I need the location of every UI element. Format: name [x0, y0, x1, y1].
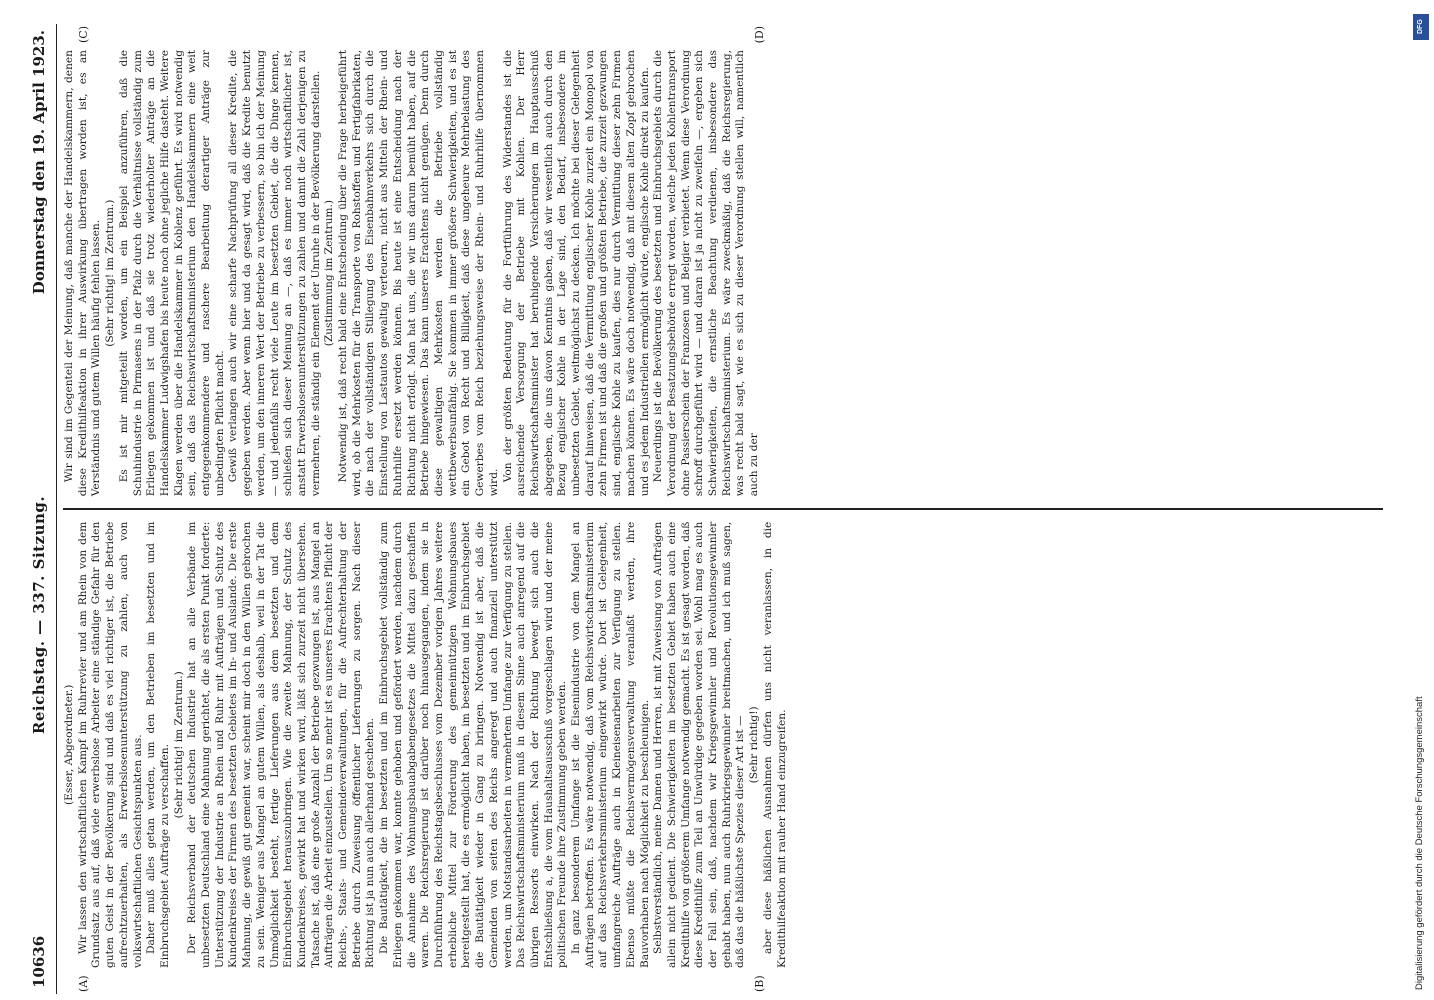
paragraph: Gewiß verlangen auch wir eine scharfe Nachprüfung all dieser Kredite, die gegeben werden. Aber wenn hier und da gesagt wird, daß die Kredite benutzt werden, um den inneren Wert der Betriebe zu verbessern, so bin ich der Meinung — und jedenfalls recht viele Leute im besetzten Gebiet, die die Dinge kennen, schließen sich dieser Meinung an —, daß es immer noch wirtschaftlicher ist, anstatt Erwerbslosenunterstützungen zu zahlen und damit die Zahl derjenigen zu vermehren, die ständig ein Element der Unruhe in der Bevölkerung darstellen. [227, 50, 322, 497]
paragraph: Notwendig ist, daß recht bald eine Entscheidung über die Frage herbeigeführt wird, ob die Mehrkosten für die Transporte von Rohstoffen und Fertigfabrikaten, die nach der vollständigen Stillegung des Eisenbahnverkehrs sich durch die Einstellung von Lastautos gewaltig verteuern, nicht aus Mitteln der Rhein- und Ruhrhilfe ersetzt werden können. Bis heute ist eine Entscheidung nach der Richtung nicht erfolgt. Man hat uns, die wir uns darum bemüht haben, auf die Betriebe hingewiesen. Das kann unseres Erachtens nicht genügen. Denn durch diese gewaltigen Mehrkosten werden die Betriebe vollständig wettbewerbsunfähig. Sie kommen in immer größere Schwierigkeiten, und es ist ein Gebot von Recht und Billigkeit, daß diese ungeheure Mehrbelastung des Gewerbes vom Reich beziehungsweise der Rhein- und Ruhrhilfe übernommen wird. [337, 50, 500, 497]
paragraph: Die Bautätigkeit, die im besetzten und im Einbruchsgebiet vollständig zum Erliegen gekommen war, konnte gehoben und gefördert werden, nachdem durch die Annahme des Wohnungsbauabgabengesetzes die Mittel dazu geschaffen waren. Die Reichsregierung ist darüber noch hinausgegangen, indem sie in Durchführung des Reichstagsbeschlusses vom Dezember vorigen Jahres weitere erhebliche Mittel zur Förderung des gemeinnützigen Wohnungsbaues bereitgestellt hat, die es ermöglicht haben, im besetzten und im Einbruchsgebiet die Bautätigkeit wieder in Gang zu bringen. Notwendig ist aber, daß die Gemeinden von seiten des Reichs angeregt und auch finanziell unterstützt werden, um Notstandsarbeiten in vermehrtem Umfange zur Verfügung zu stellen. Das Reichswirtschaftsministerium muß in diesem Sinne auch anregend auf die übrigen Ressorts einwirken. Nach der Richtung bewegt sich auch die Entschließung a, die vom Haushaltsausschuß vorgeschlagen wird und der meine politischen Freunde ihre Zustimmung geben werden. [378, 521, 569, 968]
paragraph: Selbstverständlich, meine Damen und Herren, ist mit Zuweisung von Aufträgen allein nicht gedient. Die Schwierigkeiten im besetzten Gebiet haben auch eine Kredithilfe von größerem Umfange notwendig gemacht. Es ist gesagt worden, daß diese Kredithilfe zum Teil an Unwürdige gegeben worden sei. Wohl mag es auch der Fall sein, daß, nachdem wir Kriegsgewinnler und Revolutionsgewinnler gehabt haben, nun auch Ruhrkriegsgewinnler breitmachen, und ich muß sagen, daß das die häßlichste Spezies dieser Art ist — [652, 521, 747, 968]
digitization-note [1412, 10, 1430, 990]
paragraph: (Esser, Abgeordneter.) [63, 684, 75, 806]
right-column [63, 24, 1383, 502]
page-header [30, 24, 57, 994]
margin-marker-d: (D) [753, 26, 766, 44]
margin-marker-b: (B) [753, 975, 766, 992]
paragraph: Der Reichsverband der deutschen Industrie hat an alle Verbände im unbesetzten Deutschland eine Mahnung gerichtet, die als ersten Punkt forderte: Unterstützung der Industrie an Rhein und Ruhr mit Aufträgen und Schutz des Kundenkreises der Firmen des besetzten Gebietes im In- und Auslande. Die erste Mahnung, die gewiß gut gemeint war, scheint mir doch in den Willen gebrochen zu sein. Weniger aus Mangel an gutem Willen, als deshalb, weil in der Tat die Unmöglichkeit besteht, fertige Lieferungen aus dem besetzten und dem Einbruchsgebiet herauszubringen. Wie die zweite Mahnung, der Schutz des Kundenkreises, gewirkt hat und wirken wird, läßt sich zurzeit nicht übersehen. Tatsache ist, daß eine große Anzahl der Betriebe gezwungen ist, aus Mangel an Aufträgen die Arbeit einzustellen. Um so mehr ist es unseres Erachtens Pflicht der Reichs-, Staats- und Gemeindeverwaltungen, für die Aufrechterhaltung der Betriebe durch Zuweisung öffentlicher Lieferungen zu sorgen. Nach dieser Richtung ist ja nun auch allerhand geschehen. [186, 521, 377, 968]
paragraph: Es ist mir mitgeteilt worden, um ein Beispiel anzuführen, daß die Schuhindustrie in Pirmasens in der Pfalz durch die Verhältnisse vollständig zum Erliegen gekommen ist und daß sie trotz wiederholter Anträge an die Handelskammer Ludwigshafen bis heute noch ohne jegliche Hilfe dasteht. Weitere Klagen werden über die Handelskammer in Koblenz geführt. Es wird notwendig sein, daß das Reichswirtschaftsministerium den Handelskammern eine weit entgegenkommendere und raschere Bearbeitung derartiger Anträge zur unbedingten Pflicht macht. [117, 50, 226, 497]
margin-marker-a: (A) [77, 975, 90, 992]
paragraph: Daher muß alles getan werden, um den Betrieben im besetzten und im Einbruchsgebiet Aufträge zu verschaffen. [145, 521, 171, 968]
page-number: 10636 [30, 935, 48, 988]
paragraph: (Sehr richtig!) [748, 706, 761, 784]
dfg-logo: DFG [1413, 14, 1429, 40]
paragraph: (Zustimmung im Zentrum.) [323, 200, 336, 347]
paragraph: In ganz besonderem Umfange ist die Eisenindustrie von dem Mangel an Aufträgen betroffen. Es wäre notwendig, daß vom Reichswirtschaftsministerium auf das Reichsverkehrsministerium eingewirkt würde. Dort ist Gelegenheit, umfangreiche Aufträge auch in Kleineisenarbeiten zur Verfügung zu stellen. Ebenso müßte die Reichsvermögensverwaltung veranlaßt werden, ihre Bauvorhaben nach Möglichkeit zu beschleunigen. [570, 521, 651, 968]
paragraph: Von der größten Bedeutung für die Fortführung des Widerstandes ist die ausreichende Versorgung der Betriebe mit Kohlen. Der Herr Reichswirtschaftsminister hat beruhigende Versicherungen im Hauptausschuß abgegeben, die uns davon Kenntnis gaben, daß wir wesentlich auch durch den Bezug englischer Kohle in der Lage sind, den Bedarf, insbesondere im unbesetzten Gebiet, weitmöglichst zu decken. Ich möchte bei dieser Gelegenheit darauf hinweisen, daß die Vermittlung englischer Kohle zurzeit ein Monopol von zehn Firmen ist und daß die großen und größten Betriebe, die zurzeit gezwungen sind, englische Kohle zu kaufen, dies nur durch Vermittlung dieser zehn Firmen machen können. Es wäre doch notwendig, daß mit diesem alten Zopf gebrochen und es jedem Industriellen ermöglicht würde, englische Kohle direkt zu kaufen. [501, 50, 651, 497]
session-title: Reichstag. — 337. Sitzung. [30, 495, 48, 735]
session-date: Donnerstag den 19. April 1923. [30, 30, 48, 295]
rotated-sheet [30, 24, 1385, 994]
margin-marker-c: (C) [77, 26, 90, 44]
paragraph: aber diese häßlichen Ausnahmen dürfen uns nicht veranlassen, in die Kredithilfeaktion mit rauher Hand einzugreifen. [761, 521, 788, 968]
two-column-body [63, 24, 1383, 994]
paragraph: Neuerdings ist die Bevölkerung des besetzten und Einbruchsgebiets durch die Verordnung der Besatzungsbehörde erregt worden, welche jeden Kohlentransport ohne Passierschein der Franzosen und Belgier verbietet. Wenn diese Verordnung schroff durchgeführt wird — und daran ist ja nicht zu zweifeln —, ergeben sich Schwierigkeiten, die ernstliche Beachtung verdienen, insbesondere das Reichswirtschaftsministerium. Es wäre zweckmäßig, daß die Reichsregierung, was recht bald sagt, wie es sich zu dieser Verordnung stellen will, namentlich auch zu der [652, 50, 761, 497]
paragraph: (Sehr richtig! im Zentrum.) [104, 199, 117, 347]
paragraph: Wir sind im Gegenteil der Meinung, daß manche der Handelskammern, denen diese Kredithilfeaktion in ihrer Auswirkung übertragen worden ist, es an Verständnis und gutem Willen häufig fehlen lassen. [63, 50, 103, 497]
funding-text: Digitalisierung gefördert durch die Deutsche Forschungsgemeinschaft [1414, 696, 1425, 990]
paragraph: Wir lassen den wirtschaftlichen Kampf im Ruhrrevier und am Rhein von dem Grundsatz aus auf, daß viele erwerbslose Arbeiter eine ständige Gefahr für den guten Geist in der Bevölkerung sind und daß es viel richtiger ist, die Betriebe aufrechtzuerhalten, als Erwerbslosenunterstützung zu zahlen, auch von volkswirtschaftlichen Gesichtspunkten aus. [76, 521, 144, 968]
left-column [63, 516, 1383, 994]
column-divider [63, 508, 1383, 509]
paragraph: (Sehr richtig! im Zentrum.) [172, 671, 185, 819]
